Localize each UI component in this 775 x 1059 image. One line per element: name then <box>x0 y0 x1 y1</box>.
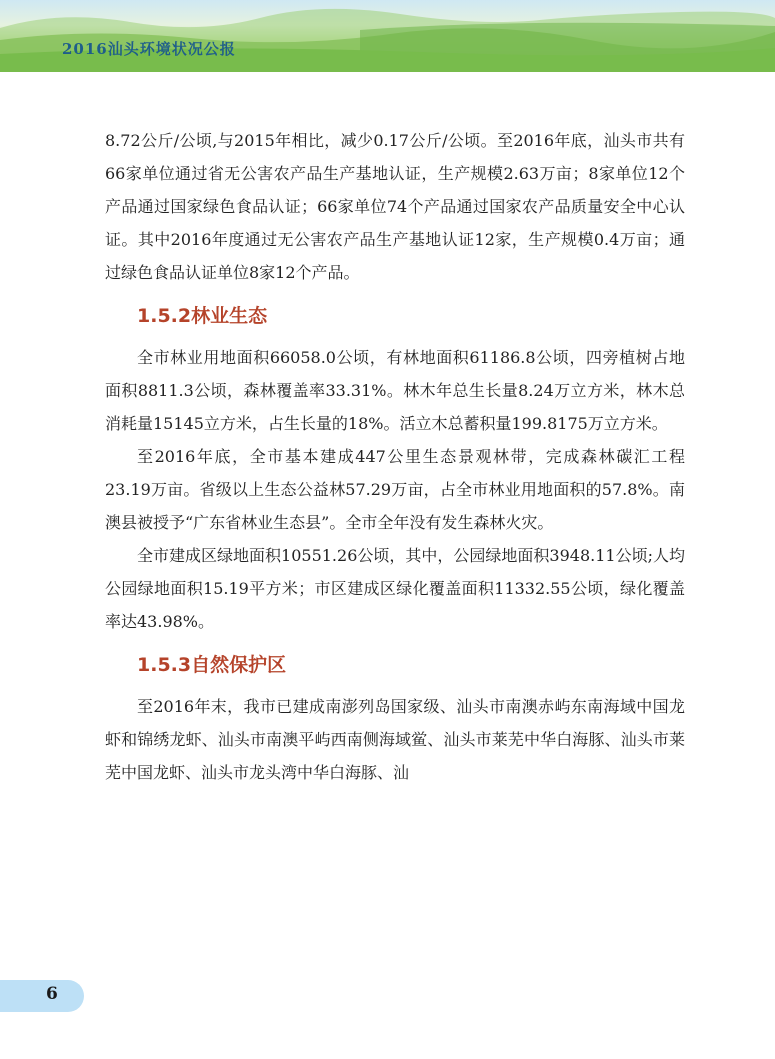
paragraph-agri-certification: 8.72公斤/公顷,与2015年相比，减少0.17公斤/公顷。至2016年底，汕头市共有66家单位通过省无公害农产品生产基地认证，生产规模2.63万亩；8家单位12个产品通过国家绿色食品认证；66家单位74个产品通过国家农产品质量安全中心认证。其中2016年度通过无公害农产品生产基地认证12家，生产规模0.4万亩；通过绿色食品认证单位8家12个产品。 <box>105 131 685 282</box>
landscape-illustration <box>0 0 775 72</box>
header-banner <box>0 0 775 72</box>
paragraph-forest-area: 全市林业用地面积66058.0公顷，有林地面积61186.8公顷，四旁植树占地面积8811.3公顷，森林覆盖率33.31%。林木年总生长量8.24万立方米，林木总消耗量15145立方米，占生长量的18%。活立木总蓄积量199.8175万立方米。 <box>105 348 685 433</box>
page-number-tab <box>0 980 84 1012</box>
section-heading-forestry: 1.5.2林业生态 <box>137 305 268 327</box>
paragraph-green-space: 全市建成区绿地面积10551.26公顷，其中，公园绿地面积3948.11公顷;人均公园绿地面积15.19平方米；市区建成区绿化覆盖面积11332.55公顷，绿化覆盖率达43.98%。 <box>105 546 685 631</box>
paragraph-forest-projects: 至2016年底，全市基本建成447公里生态景观林带，完成森林碳汇工程23.19万亩。省级以上生态公益林57.29万亩，占全市林业用地面积的57.8%。南澳县被授予“广东省林业生态县”。全市全年没有发生森林火灾。 <box>105 447 685 532</box>
page-content <box>105 124 685 789</box>
report-title: 2016汕头环境状况公报 <box>62 40 236 58</box>
section-heading-nature-reserves: 1.5.3自然保护区 <box>137 654 287 676</box>
paragraph-nature-reserves: 至2016年末，我市已建成南澎列岛国家级、汕头市南澳赤屿东南海域中国龙虾和锦绣龙虾、汕头市南澳平屿西南侧海域鲎、汕头市莱芜中华白海豚、汕头市莱芜中国龙虾、汕头市龙头湾中华白海豚、汕 <box>105 697 685 782</box>
page-number: 6 <box>46 984 58 1004</box>
